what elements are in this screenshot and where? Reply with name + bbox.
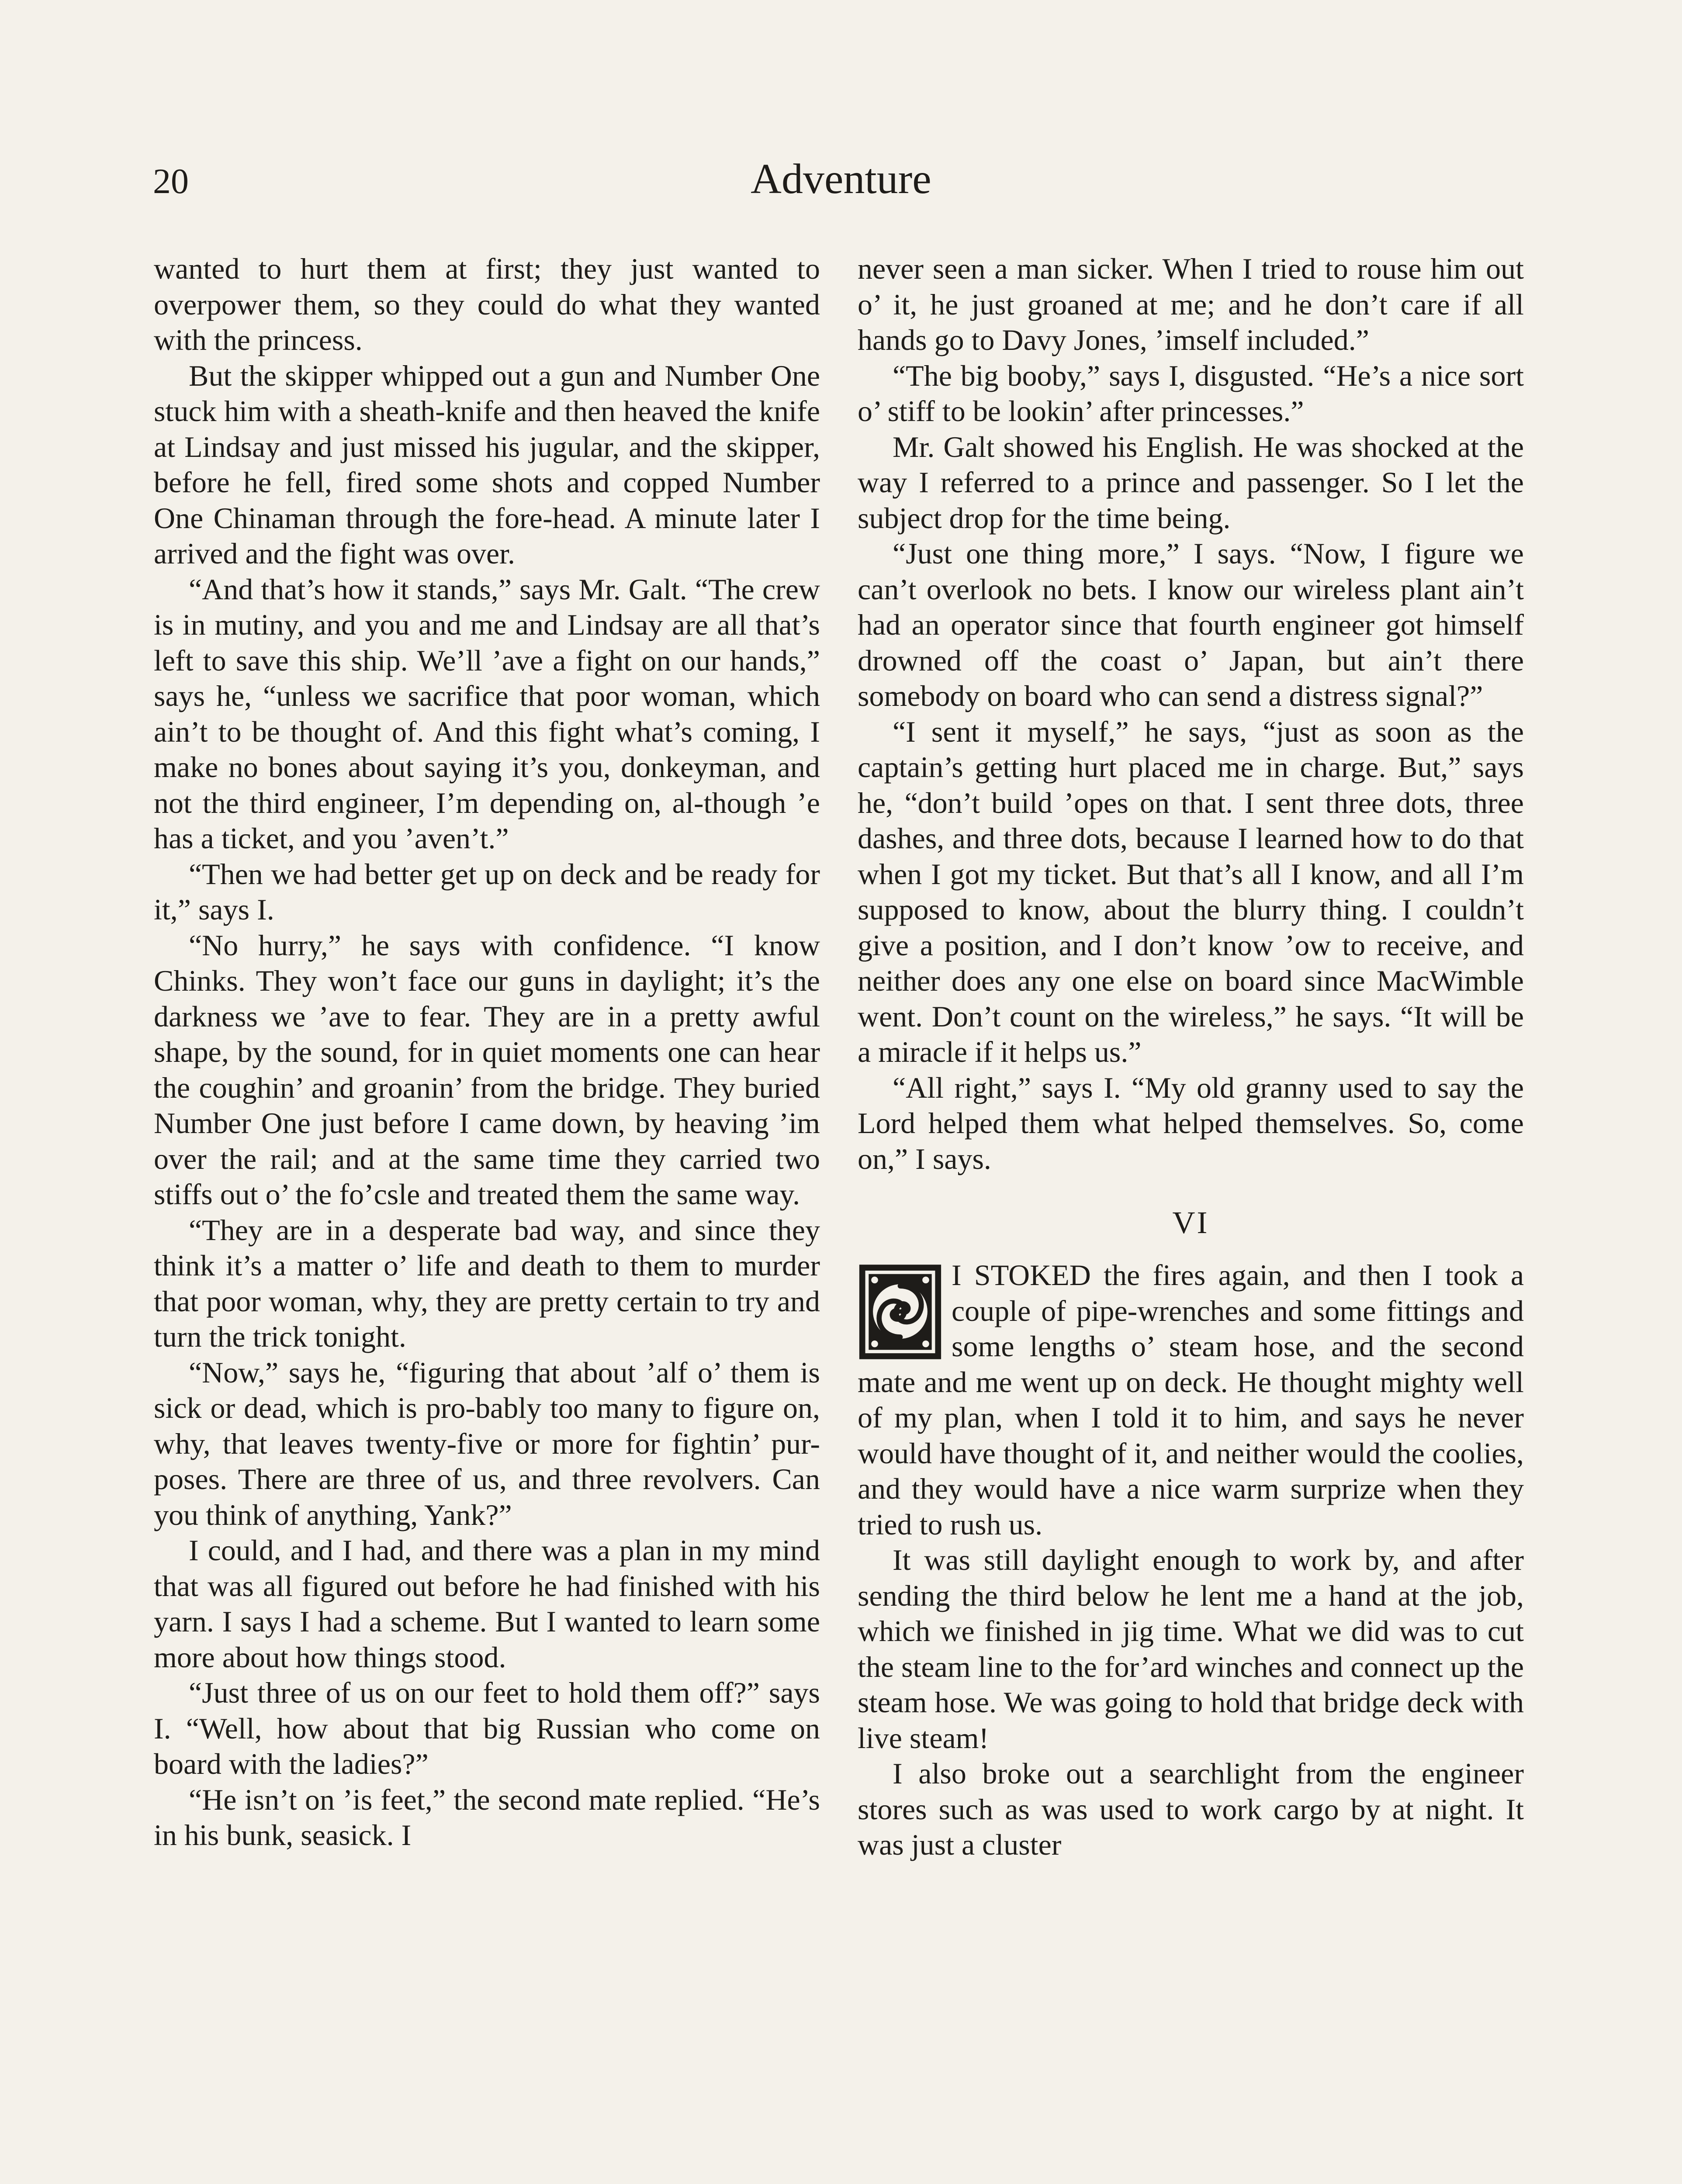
paragraph: “The big booby,” says I, disgusted. “He’s a nice sort o’ stiff to be lookin’ after princesses.” bbox=[858, 359, 1524, 428]
paragraph: It was still daylight enough to work by, and after sending the third below he lent me a hand at the job, which we finished in jig time. What we did was to cut the steam line to the for’ard winches and connect up the steam hose. We was going to hold that bridge deck with live steam! bbox=[858, 1543, 1524, 1755]
section-heading: VI bbox=[1172, 1205, 1209, 1240]
paragraph: “Then we had better get up on deck and be ready for it,” says I. bbox=[154, 857, 820, 926]
paragraph: I could, and I had, and there was a plan in my mind that was all figured out before he had finished with his yarn. I says I had a scheme. But I wanted to learn some more about how things stood. bbox=[154, 1534, 820, 1674]
left-column bbox=[154, 251, 820, 2184]
paragraph: wanted to hurt them at first; they just wanted to overpower them, so they could do what they wanted with the princess. bbox=[154, 252, 820, 356]
ornament-dropcap-icon bbox=[858, 1263, 943, 1361]
right-column bbox=[858, 251, 1524, 2184]
paragraph: “No hurry,” he says with confidence. “I know Chinks. They won’t face our guns in daylight; it’s the darkness we ’ave to fear. They are in a pretty awful shape, by the sound, for in quiet moments one can hear the coughin’ and groanin’ from the bridge. They buried Number One just before I came down, by heaving ’im over the rail; and at the same time they carried two stiffs out o’ the fo’csle and treated them the same way. bbox=[154, 928, 820, 1211]
paragraph: “Just three of us on our feet to hold them off?” says I. “Well, how about that big Russian who come on board with the ladies?” bbox=[154, 1676, 820, 1780]
paragraph: Mr. Galt showed his English. He was shocked at the way I referred to a prince and passenger. So I let the subject drop for the time being. bbox=[858, 430, 1524, 535]
paragraph: “Now,” says he, “figuring that about ’alf o’ them is sick or dead, which is pro-bably too many to figure on, why, that leaves twenty-five or more for fightin’ pur-poses. There are three of us, and three revolvers. Can you think of anything, Yank?” bbox=[154, 1355, 820, 1531]
paragraph: never seen a man sicker. When I tried to rouse him out o’ it, he just groaned at me; and he don’t care if all hands go to Davy Jones, ’imself included.” bbox=[858, 252, 1524, 356]
paragraph: “I sent it myself,” he says, “just as soon as the captain’s getting hurt placed me in charge. But,” says he, “don’t build ’opes on that. I sent three dots, three dashes, and three dots, because I learned how to do that when I got my ticket. But that’s all I know, and all I’m supposed to know, about the blurry thing. I couldn’t give a position, and I don’t know ’ow to receive, and neither does any one else on board since MacWimble went. Don’t count on the wireless,” he says. “It will be a miracle if it helps us.” bbox=[858, 715, 1524, 1068]
paragraph: “He isn’t on ’is feet,” the second mate replied. “He’s in his bunk, seasick. I bbox=[154, 1783, 820, 1852]
page-header bbox=[153, 155, 1529, 212]
paragraph: But the skipper whipped out a gun and Number One stuck him with a sheath-knife and then heaved the knife at Lindsay and just missed his jugular, and the skipper, before he fell, fired some shots and copped Number One Chinaman through the fore-head. A minute later I arrived and the fight was over. bbox=[154, 359, 820, 570]
paragraph: “All right,” says I. “My old granny used to say the Lord helped them what helped themselves. So, come on,” I says. bbox=[858, 1071, 1524, 1175]
paragraph: I STOKED the fires again, and then I took a couple of pipe-wrenches and some fittings and some lengths o’ steam hose, and the second mate and me went up on deck. He thought mighty well of my plan, when I told it to him, and says he never would have thought of it, and neither would the coolies, and they would have a nice warm surprize when they tried to rush us. bbox=[858, 1258, 1524, 1541]
page-number: 20 bbox=[153, 161, 189, 201]
paragraph: “And that’s how it stands,” says Mr. Galt. “The crew is in mutiny, and you and me and Lindsay are all that’s left to save this ship. We’ll ’ave a fight on our hands,” says he, “unless we sacrifice that poor woman, which ain’t to be thought of. And this fight what’s coming, I make no bones about saying it’s you, donkeyman, and not the third engineer, I’m depending on, al-though ’e has a ticket, and you ’aven’t.” bbox=[154, 572, 820, 855]
paragraph: “Just one thing more,” I says. “Now, I figure we can’t overlook no bets. I know our wireless plant ain’t had an operator since that fourth engineer got himself drowned off the coast o’ Japan, but ain’t there somebody on board who can send a distress signal?” bbox=[858, 537, 1524, 712]
running-title: Adventure bbox=[751, 156, 931, 203]
paragraph: I also broke out a searchlight from the engineer stores such as was used to work cargo by at night. It was just a cluster bbox=[858, 1757, 1524, 1861]
paragraph: “They are in a desperate bad way, and since they think it’s a matter o’ life and death to them to murder that poor woman, why, they are pretty certain to try and turn the trick tonight. bbox=[154, 1213, 820, 1353]
